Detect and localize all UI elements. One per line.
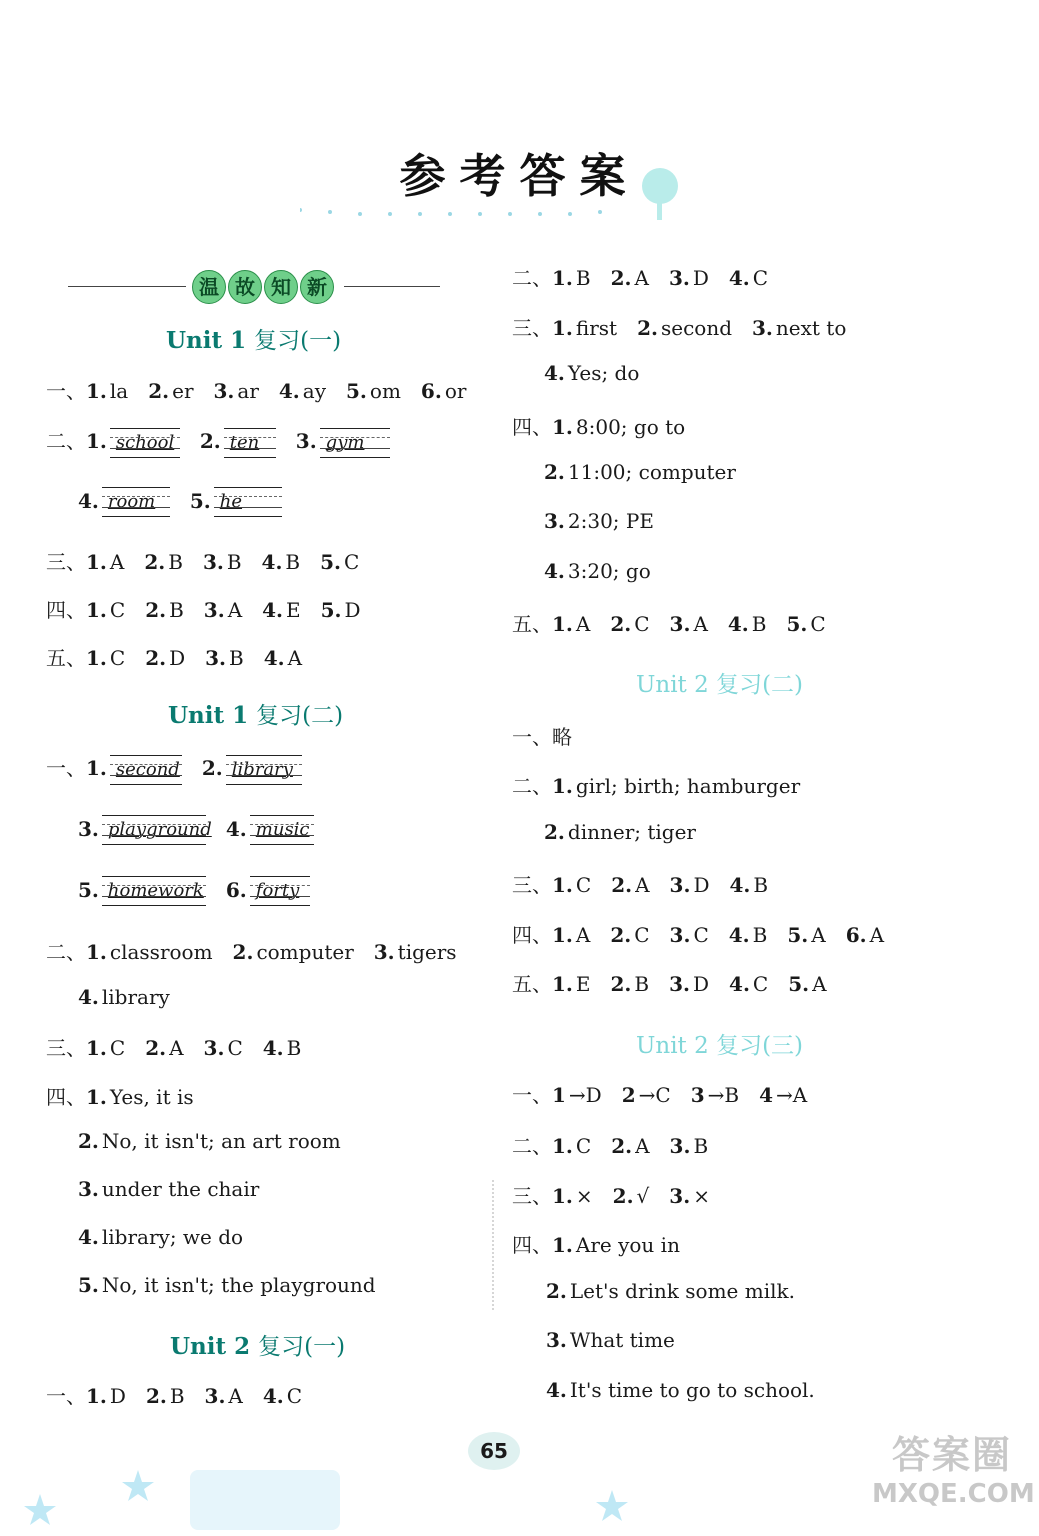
item-num: 3. [205,646,227,670]
item-answer: C [344,550,360,574]
item-num: 4. [727,612,749,636]
item-num: 3. [78,816,99,841]
item-num: 3. [669,612,691,636]
item-answer: B [285,550,301,574]
answer-line [512,1079,807,1108]
unit-name: Unit 2 [636,672,709,698]
item-num: 2. [611,873,633,897]
item-answer: C [752,266,769,290]
question-label: 二、 [46,940,86,964]
answer-line [544,509,654,533]
handwriting-answer: room [102,487,170,517]
item-answer: A [169,1036,184,1060]
item-answer: B [168,550,183,574]
item-num: 3. [295,429,317,453]
question-label: 三、 [46,1036,86,1060]
item-answer: →D [568,1083,602,1107]
item-num: 2. [199,429,221,453]
item-num: 1. [86,379,107,403]
item-num: 3. [546,1328,567,1352]
answer-line [46,425,390,458]
answer-line [546,1328,675,1352]
item-num: 1. [86,598,107,622]
item-num: 1. [552,612,573,636]
question-label: 一、 [512,725,552,749]
item-answer: la [109,379,129,403]
item-num: 3. [213,379,235,403]
answer-line [46,752,302,785]
page-title: 参考答案 [399,149,640,203]
item-num: 3. [752,316,773,340]
item-num: 4. [544,361,565,385]
item-answer: A [227,598,243,622]
item-answer: B [286,1036,302,1060]
unit-heading [168,697,343,730]
handwriting-answer: library [226,755,302,785]
answer-line [512,312,846,341]
answer-line [512,919,884,948]
item-num: 1 [552,1083,566,1107]
item-answer: Are you in [575,1233,680,1257]
item-answer: library; we do [101,1225,244,1249]
item-answer: A [575,923,591,947]
item-answer: D [693,873,710,897]
badge-char-1: 温 [192,270,226,304]
question-label: 一、 [46,756,86,780]
answer-line [78,1273,376,1297]
item-num: 1. [86,1384,107,1408]
item-num: 2. [544,460,565,484]
decorative-band [190,1470,340,1530]
question-label: 二、 [512,774,552,798]
item-answer: Let's drink some milk. [569,1279,795,1303]
item-answer: B [575,266,591,290]
item-answer: first [575,316,618,340]
answer-line [78,1225,243,1249]
item-answer: C [109,598,126,622]
item-num: 4. [78,1225,99,1249]
answer-line [544,361,639,385]
question-label: 五、 [512,612,552,636]
item-num: 2. [610,923,632,947]
item-answer: B [634,972,650,996]
item-answer: E [575,972,591,996]
item-num: 2 [621,1083,636,1107]
question-label: 四、 [512,923,552,947]
item-answer: C [109,646,126,670]
unit-name: Unit 2 [636,1033,709,1059]
item-answer: under the chair [101,1177,260,1201]
item-num: 1. [552,1233,573,1257]
item-num: 1. [552,873,573,897]
item-num: 5. [788,972,810,996]
item-num: 4. [544,559,565,583]
star-icon [20,1490,60,1530]
unit-heading [636,666,803,699]
answer-line [512,411,685,440]
item-num: 2. [232,940,254,964]
badge-line-left [68,286,186,287]
item-num: 3. [669,1134,691,1158]
item-num: 3. [78,1177,99,1201]
item-num: 3. [204,1384,226,1408]
question-label: 四、 [512,1233,552,1257]
answer-line [78,985,170,1009]
question-label: 二、 [512,1134,552,1158]
item-answer: Yes, it is [109,1085,194,1109]
answer-line [46,594,361,623]
item-answer: computer [256,940,354,964]
question-label: 三、 [512,1184,552,1208]
item-answer: B [169,1384,185,1408]
item-answer: What time [569,1328,675,1352]
handwriting-answer: school [110,428,180,458]
item-answer: No, it isn't; the playground [101,1273,376,1297]
question-label: 三、 [512,316,552,340]
item-answer: 8:00; go to [575,415,686,439]
item-answer: B [169,598,184,622]
item-answer: library [101,985,170,1009]
badge-char-2: 故 [228,270,262,304]
badge-char-4: 新 [300,270,334,304]
item-answer: × [693,1184,710,1208]
handwriting-answer: playground [102,815,206,845]
item-num: 3. [202,550,224,574]
item-answer: C [575,873,592,897]
item-num: 1. [552,415,573,439]
item-answer: √ [636,1184,650,1208]
item-num: 1. [552,266,573,290]
item-answer: B [751,612,767,636]
item-num: 1. [86,1036,107,1060]
answer-line [512,1229,680,1258]
item-num: 4 [759,1083,774,1107]
item-answer: C [109,1036,126,1060]
answer-line [512,770,800,799]
answer-line [46,1380,302,1409]
item-answer: D [692,972,710,996]
handwriting-answer: homework [102,876,206,906]
item-answer: C [575,1134,592,1158]
item-num: 4. [261,550,283,574]
question-label: 三、 [46,550,86,574]
item-num: 1. [86,646,107,670]
item-num: 3. [668,266,690,290]
item-num: 2. [610,612,632,636]
item-num: 1. [86,429,107,453]
answer-line [546,1378,815,1402]
question-label: 五、 [512,972,552,996]
badge-line-right [344,286,440,287]
item-num: 3. [669,923,691,947]
item-num: 2. [148,379,170,403]
item-answer: 略 [552,725,572,749]
question-label: 二、 [512,266,552,290]
answer-line [78,487,282,517]
item-num: 4. [262,598,284,622]
item-num: 4. [78,488,99,513]
item-num: 2. [546,1279,567,1303]
item-answer: A [635,1134,650,1158]
unit-label: 复习(一) [254,328,342,354]
item-answer: →C [638,1083,671,1107]
item-answer: dinner; tiger [567,820,696,844]
item-num: 2. [145,646,167,670]
item-answer: tigers [397,940,457,964]
item-num: 6. [225,877,247,902]
answer-line [512,1130,708,1159]
item-answer: →B [707,1083,740,1107]
item-num: 1. [86,1085,107,1109]
answer-line [512,262,768,291]
answer-line [78,876,310,906]
badge-char-3: 知 [264,270,298,304]
handwriting-answer: he [214,487,282,517]
watermark [872,1432,1035,1532]
item-num: 5. [786,612,808,636]
item-answer: A [693,612,708,636]
item-num: 5. [346,379,367,403]
item-answer: classroom [109,940,213,964]
question-label: 三、 [512,873,552,897]
answer-line [46,375,466,404]
answer-line [46,1032,301,1061]
item-num: 3. [669,972,690,996]
item-num: 4. [729,873,751,897]
item-answer: D [692,266,709,290]
item-answer: B [752,923,768,947]
title-decoration [300,160,720,230]
unit-heading [170,1328,345,1361]
answer-line [46,936,457,965]
item-num: 1. [552,1184,573,1208]
question-label: 四、 [46,1085,86,1109]
item-num: 1. [552,316,573,340]
answer-line [512,608,826,637]
item-answer: B [693,1134,709,1158]
item-num: 4. [728,266,750,290]
item-answer: C [810,612,826,636]
item-num: 5. [320,598,342,622]
item-answer: B [753,873,769,897]
item-num: 4. [546,1378,567,1402]
item-num: 3. [373,940,395,964]
item-num: 3. [669,873,691,897]
item-answer: Yes; do [567,361,640,385]
item-num: 1. [552,923,573,947]
item-num: 5. [78,877,99,902]
section-badge [68,268,440,304]
item-answer: C [634,612,650,636]
unit-name: Unit 1 [166,327,247,354]
item-answer: ar [237,379,259,403]
item-num: 1. [552,972,573,996]
item-answer: B [229,646,244,670]
item-num: 4. [729,972,750,996]
handwriting-answer: second [110,755,182,785]
item-answer: 11:00; computer [567,460,736,484]
item-num: 1. [552,1134,573,1158]
answer-line [546,1279,795,1303]
unit-name: Unit 1 [168,702,249,729]
answer-line [512,721,572,750]
page-number: 65 [468,1432,520,1470]
item-num: 2. [544,820,565,844]
item-answer: D [169,646,186,670]
watermark-bottom: MXQE.COM [872,1479,1035,1509]
item-answer: It's time to go to school. [569,1378,815,1402]
handwriting-answer: ten [224,428,276,458]
item-num: 1. [86,550,107,574]
item-num: 1. [552,774,573,798]
item-num: 3 [690,1083,705,1107]
answer-line [78,1129,341,1153]
unit-label: 复习(一) [258,1334,346,1360]
item-answer: A [287,646,303,670]
unit-heading [636,1027,803,1060]
item-num: 3. [203,1036,225,1060]
item-num: 4. [262,1036,284,1060]
item-answer: A [811,923,826,947]
item-num: 2. [145,1036,167,1060]
item-num: 2. [637,316,658,340]
item-num: 6. [420,379,442,403]
item-answer: A [869,923,885,947]
item-answer: D [109,1384,126,1408]
unit-label: 复习(三) [716,1033,804,1059]
item-num: 3. [203,598,225,622]
item-answer: C [227,1036,243,1060]
item-answer: next to [775,316,847,340]
item-answer: C [634,923,650,947]
item-answer: C [752,972,769,996]
item-answer: A [634,266,649,290]
item-answer: er [172,379,194,403]
question-label: 四、 [46,598,86,622]
unit-heading [166,322,341,355]
item-num: 5. [320,550,342,574]
answer-line [512,1180,710,1209]
item-answer: C [693,923,709,947]
item-answer: second [660,316,733,340]
item-num: 2. [201,756,223,780]
handwriting-answer: music [250,815,314,845]
star-icon [592,1486,632,1526]
item-num: 4. [78,985,99,1009]
answer-line [46,546,359,575]
item-answer: →A [776,1083,808,1107]
item-num: 2. [78,1129,99,1153]
item-num: 4. [225,816,247,841]
item-answer: girl; birth; hamburger [575,774,801,798]
answer-line [78,1177,259,1201]
item-num: 2. [144,550,166,574]
unit-label: 复习(二) [716,672,804,698]
answer-line [544,460,736,484]
item-answer: ay [302,379,327,403]
answer-line [512,869,768,898]
item-answer: 3:20; go [567,559,651,583]
question-label: 五、 [46,646,86,670]
item-answer: No, it isn't; an art room [101,1129,341,1153]
item-answer: D [344,598,361,622]
item-num: 4. [278,379,300,403]
item-num: 2. [612,1184,634,1208]
item-num: 6. [845,923,867,947]
item-answer: A [575,612,591,636]
item-num: 5. [189,488,211,513]
item-answer: A [109,550,125,574]
answer-line [78,815,314,845]
item-answer: B [226,550,242,574]
item-answer: E [286,598,301,622]
item-num: 2. [145,598,167,622]
item-answer: A [228,1384,243,1408]
item-num: 5. [787,923,809,947]
item-num: 2. [610,266,632,290]
item-answer: C [286,1384,303,1408]
item-num: 4. [728,923,750,947]
item-answer: om [369,379,401,403]
question-label: 一、 [512,1083,552,1107]
item-answer: A [635,873,650,897]
item-answer: × [575,1184,593,1208]
unit-name: Unit 2 [170,1333,251,1360]
unit-label: 复习(二) [256,703,344,729]
item-answer: 2:30; PE [567,509,654,533]
item-num: 1. [86,940,107,964]
star-icon [118,1466,158,1506]
item-num: 4. [263,646,285,670]
answer-line [512,968,827,997]
watermark-top: 答案圈 [891,1433,1012,1477]
item-num: 4. [262,1384,284,1408]
question-label: 一、 [46,1384,86,1408]
item-num: 5. [78,1273,99,1297]
question-label: 一、 [46,379,86,403]
column-divider [492,1180,494,1310]
answer-line [46,642,302,671]
item-answer: A [812,972,827,996]
question-label: 二、 [46,429,86,453]
item-num: 2. [610,972,632,996]
item-num: 1. [86,756,107,780]
question-label: 四、 [512,415,552,439]
item-answer: or [444,379,467,403]
answer-line [544,820,696,844]
item-num: 3. [669,1184,691,1208]
handwriting-answer: forty [250,876,310,906]
item-num: 2. [145,1384,167,1408]
answer-line [544,559,651,583]
handwriting-answer: gym [320,428,390,458]
answer-line [46,1081,194,1110]
item-num: 3. [544,509,565,533]
item-num: 2. [611,1134,633,1158]
